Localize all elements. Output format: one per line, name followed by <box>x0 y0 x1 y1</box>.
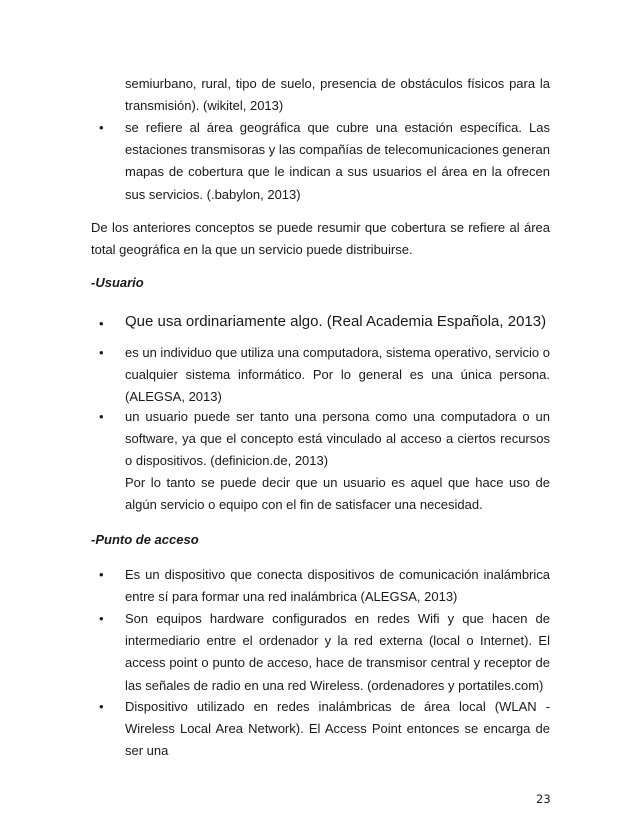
bullet-glyph: • <box>99 316 104 331</box>
bullet-usuario-1: Que usa ordinariamente algo. (Real Academia Española, 2013) <box>125 313 547 330</box>
paragraph-continuation: semiurbano, rural, tipo de suelo, presencia de obstáculos físicos para la transmisión). (wikitel, 2013) <box>125 76 550 114</box>
section-heading-usuario: -Usuario <box>91 275 144 290</box>
page-number: 23 <box>536 792 551 806</box>
bullet-punto-acceso-3: Dispositivo utilizado en redes inalámbricas de área local (WLAN - Wireless Local Area Network). El Access Point entonces se encarga de ser una <box>125 699 550 759</box>
paragraph-resumen: De los anteriores conceptos se puede resumir que cobertura se refiere al área total geográfica en la que un servicio puede distribuirse. <box>91 220 550 258</box>
bullet-usuario-3: un usuario puede ser tanto una persona como una computadora o un software, ya que el concepto está vinculado al acceso a ciertos recursos o dispositivos. (definicion.de, 2013) <box>125 409 550 469</box>
bullet-glyph: • <box>99 699 104 714</box>
bullet-glyph: • <box>99 345 104 360</box>
bullet-glyph: • <box>99 409 104 424</box>
bullet-punto-acceso-2: Son equipos hardware configurados en redes Wifi y que hacen de intermediario entre el ordenador y la red externa (local o Internet). El access point o punto de acceso, hace de transmisor central y receptor de las señales de radio en una red Wireless. (ordenadores y portatiles.com) <box>125 611 550 693</box>
bullet-glyph: • <box>99 120 104 135</box>
bullet-glyph: • <box>99 611 104 626</box>
bullet-usuario-2: es un individuo que utiliza una computadora, sistema operativo, servicio o cualquier sistema informático. Por lo general es una única persona. (ALEGSA, 2013) <box>125 345 550 405</box>
bullet-cobertura: se refiere al área geográfica que cubre una estación específica. Las estaciones transmisoras y las compañías de telecomunicaciones generan mapas de cobertura que le indican a sus usuarios el área en la ofrecen sus servicios. (.babylon, 2013) <box>125 120 550 202</box>
paragraph-conclusion-usuario: Por lo tanto se puede decir que un usuario es aquel que hace uso de algún servicio o equipo con el fin de satisfacer una necesidad. <box>125 475 550 513</box>
section-heading-punto-acceso: -Punto de acceso <box>91 532 199 547</box>
bullet-glyph: • <box>99 567 104 582</box>
bullet-punto-acceso-1: Es un dispositivo que conecta dispositivos de comunicación inalámbrica entre sí para formar una red inalámbrica (ALEGSA, 2013) <box>125 567 550 605</box>
